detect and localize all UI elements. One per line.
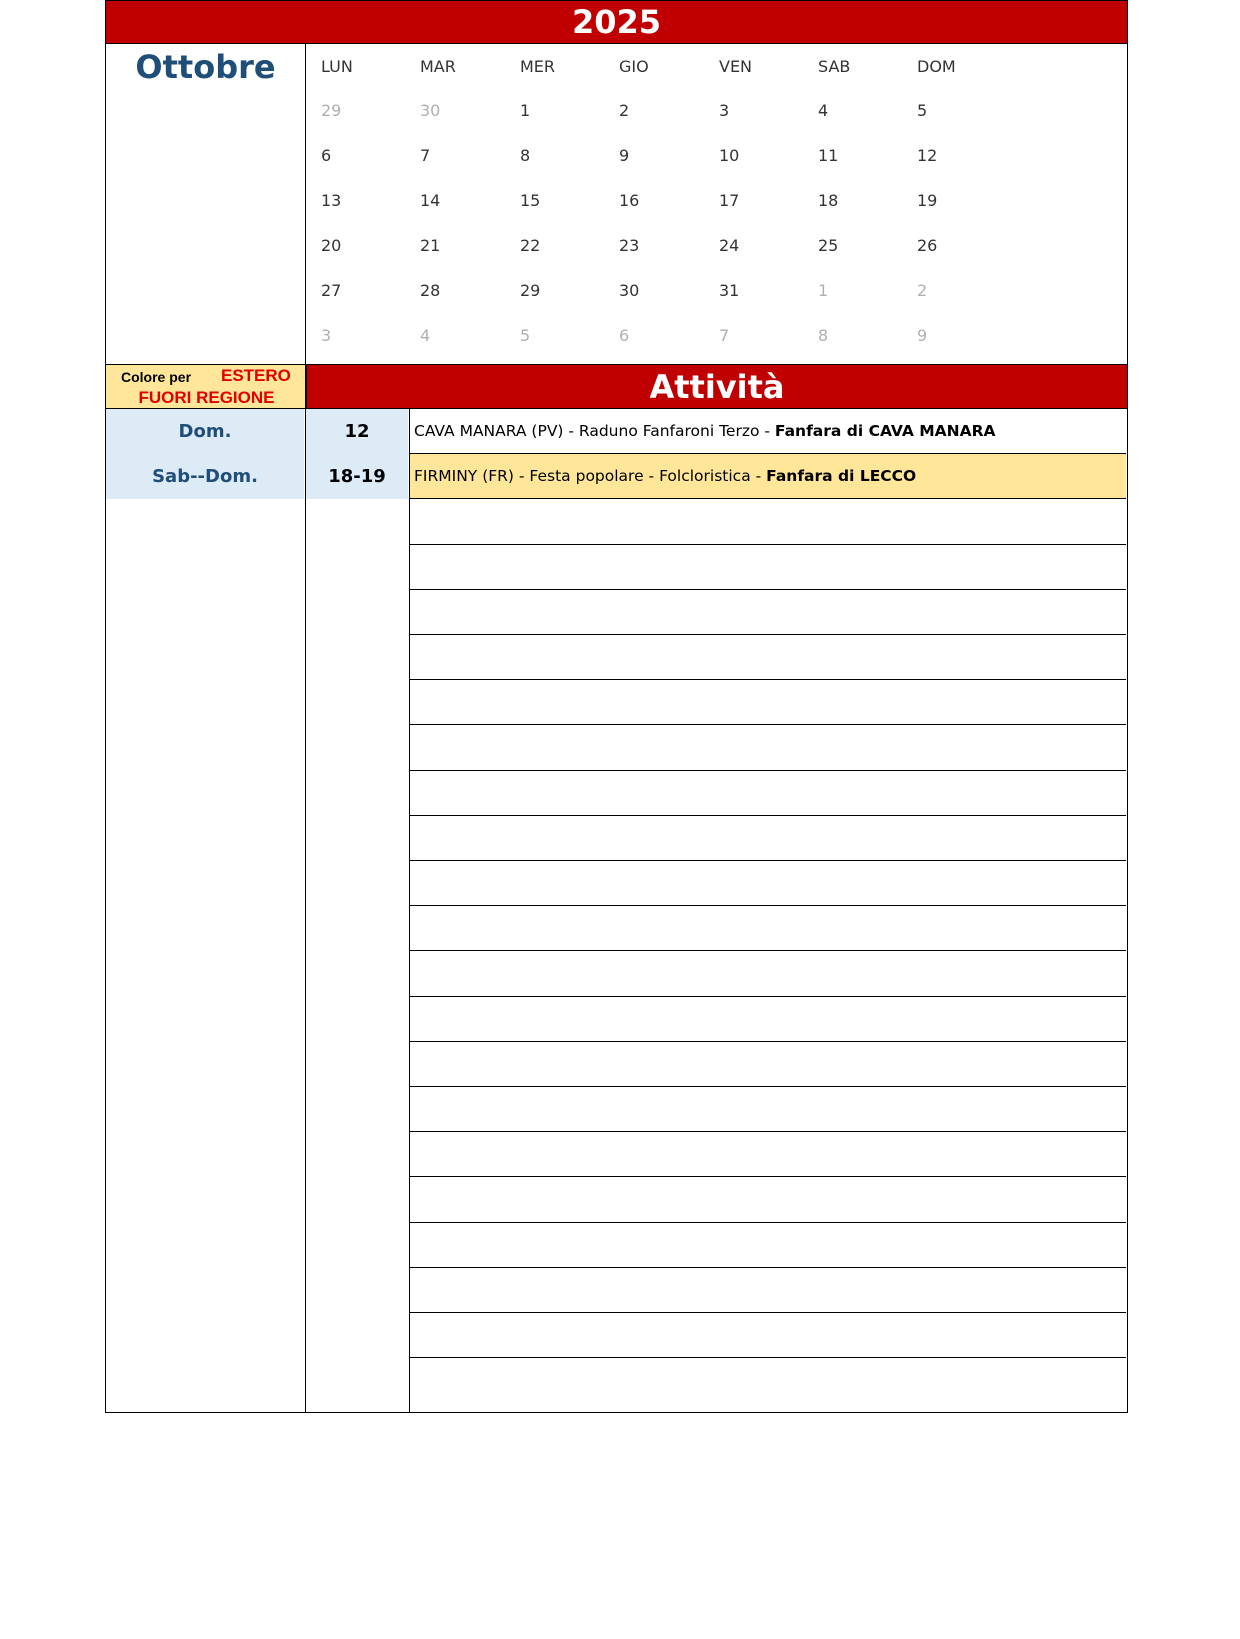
event-date: 18-19 bbox=[306, 454, 408, 499]
calendar-day: 15 bbox=[520, 191, 541, 210]
empty-activity-row bbox=[410, 816, 1126, 861]
legend-box bbox=[105, 364, 306, 409]
calendar-day: 7 bbox=[420, 146, 431, 165]
empty-activity-row bbox=[410, 771, 1126, 816]
event-day-label: Dom. bbox=[106, 409, 304, 454]
date-column bbox=[306, 409, 410, 1413]
event-row bbox=[410, 454, 1126, 499]
calendar-day-other-month: 29 bbox=[321, 101, 342, 120]
calendar-week-row bbox=[306, 223, 1128, 268]
activities-header: Attività bbox=[306, 364, 1128, 409]
empty-activity-row bbox=[410, 1177, 1126, 1222]
calendar-day: 4 bbox=[818, 101, 829, 120]
year-header: 2025 bbox=[105, 0, 1128, 44]
event-band: Fanfara di LECCO bbox=[766, 467, 917, 486]
calendar-day: 2 bbox=[619, 101, 630, 120]
calendar-day: 28 bbox=[420, 281, 441, 300]
empty-activity-row bbox=[410, 1223, 1126, 1268]
calendar-day: 24 bbox=[719, 236, 740, 255]
calendar-day: 25 bbox=[818, 236, 839, 255]
calendar-day: 26 bbox=[917, 236, 938, 255]
legend-label: Colore per bbox=[121, 369, 192, 385]
event-row bbox=[410, 409, 1126, 454]
empty-activity-row bbox=[410, 1268, 1126, 1313]
calendar-week-row bbox=[306, 88, 1128, 133]
calendar-day: 13 bbox=[321, 191, 342, 210]
calendar-day: 8 bbox=[520, 146, 531, 165]
month-title: Ottobre bbox=[135, 48, 276, 86]
calendar-day: 10 bbox=[719, 146, 740, 165]
calendar-day-other-month: 7 bbox=[719, 326, 730, 345]
weekday-label: VEN bbox=[719, 57, 753, 76]
calendar-day: 9 bbox=[619, 146, 630, 165]
weekday-label: GIO bbox=[619, 57, 649, 76]
month-panel bbox=[105, 44, 306, 364]
weekday-label: DOM bbox=[917, 57, 956, 76]
calendar-day-other-month: 5 bbox=[520, 326, 531, 345]
empty-activity-row bbox=[410, 680, 1126, 725]
calendar-day-other-month: 9 bbox=[917, 326, 928, 345]
calendar-week-row bbox=[306, 133, 1128, 178]
calendar-day: 22 bbox=[520, 236, 541, 255]
calendar-day: 21 bbox=[420, 236, 441, 255]
calendar-day: 1 bbox=[520, 101, 531, 120]
calendar-day: 19 bbox=[917, 191, 938, 210]
empty-activity-row bbox=[410, 725, 1126, 770]
calendar-day-other-month: 3 bbox=[321, 326, 332, 345]
calendar-day-other-month: 30 bbox=[420, 101, 441, 120]
calendar-day: 3 bbox=[719, 101, 730, 120]
calendar-week-row bbox=[306, 313, 1128, 358]
weekday-label: LUN bbox=[321, 57, 353, 76]
weekday-header-row bbox=[306, 44, 1128, 89]
empty-activity-row bbox=[410, 861, 1126, 906]
event-band: Fanfara di CAVA MANARA bbox=[774, 422, 996, 440]
empty-activity-row bbox=[410, 1358, 1126, 1403]
calendar-day-other-month: 2 bbox=[917, 281, 928, 300]
calendar-day-other-month: 6 bbox=[619, 326, 630, 345]
calendar-day: 20 bbox=[321, 236, 342, 255]
empty-activity-row bbox=[410, 545, 1126, 590]
calendar-day-other-month: 8 bbox=[818, 326, 829, 345]
calendar-day: 27 bbox=[321, 281, 342, 300]
calendar-week-row bbox=[306, 268, 1128, 313]
legend-fuori-regione: FUORI REGIONE bbox=[138, 388, 275, 407]
event-description: FIRMINY (FR) - Festa popolare - Folcloristica - bbox=[414, 467, 767, 486]
calendar-day: 6 bbox=[321, 146, 332, 165]
weekday-label: MAR bbox=[420, 57, 456, 76]
empty-activity-row bbox=[410, 499, 1126, 544]
event-date: 12 bbox=[306, 409, 408, 454]
calendar-day-other-month: 4 bbox=[420, 326, 431, 345]
calendar-day: 29 bbox=[520, 281, 541, 300]
calendar-day: 17 bbox=[719, 191, 740, 210]
weekday-label: SAB bbox=[818, 57, 851, 76]
calendar-day: 12 bbox=[917, 146, 938, 165]
empty-activity-row bbox=[410, 906, 1126, 951]
empty-activity-row bbox=[410, 1313, 1126, 1358]
empty-activity-row bbox=[410, 1132, 1126, 1177]
empty-activity-row bbox=[410, 590, 1126, 635]
calendar-day: 18 bbox=[818, 191, 839, 210]
activities-column bbox=[410, 409, 1128, 1413]
month-calendar-grid bbox=[306, 44, 1128, 364]
calendar-week-row bbox=[306, 178, 1128, 223]
empty-activity-row bbox=[410, 997, 1126, 1042]
event-day-label: Sab--Dom. bbox=[106, 454, 304, 499]
empty-activity-row bbox=[410, 1042, 1126, 1087]
calendar-day: 23 bbox=[619, 236, 640, 255]
calendar-day-other-month: 1 bbox=[818, 281, 829, 300]
day-label-column bbox=[105, 409, 306, 1413]
event-description: CAVA MANARA (PV) - Raduno Fanfaroni Terzo - bbox=[414, 422, 775, 440]
legend-estero: ESTERO bbox=[221, 366, 291, 385]
empty-activity-row bbox=[410, 951, 1126, 996]
calendar-day: 31 bbox=[719, 281, 740, 300]
calendar-day: 14 bbox=[420, 191, 441, 210]
empty-activity-row bbox=[410, 1087, 1126, 1132]
empty-activity-row bbox=[410, 635, 1126, 680]
calendar-day: 5 bbox=[917, 101, 928, 120]
calendar-day: 11 bbox=[818, 146, 839, 165]
calendar-day: 30 bbox=[619, 281, 640, 300]
calendar-day: 16 bbox=[619, 191, 640, 210]
weekday-label: MER bbox=[520, 57, 556, 76]
calendar-sheet bbox=[105, 0, 1128, 1413]
